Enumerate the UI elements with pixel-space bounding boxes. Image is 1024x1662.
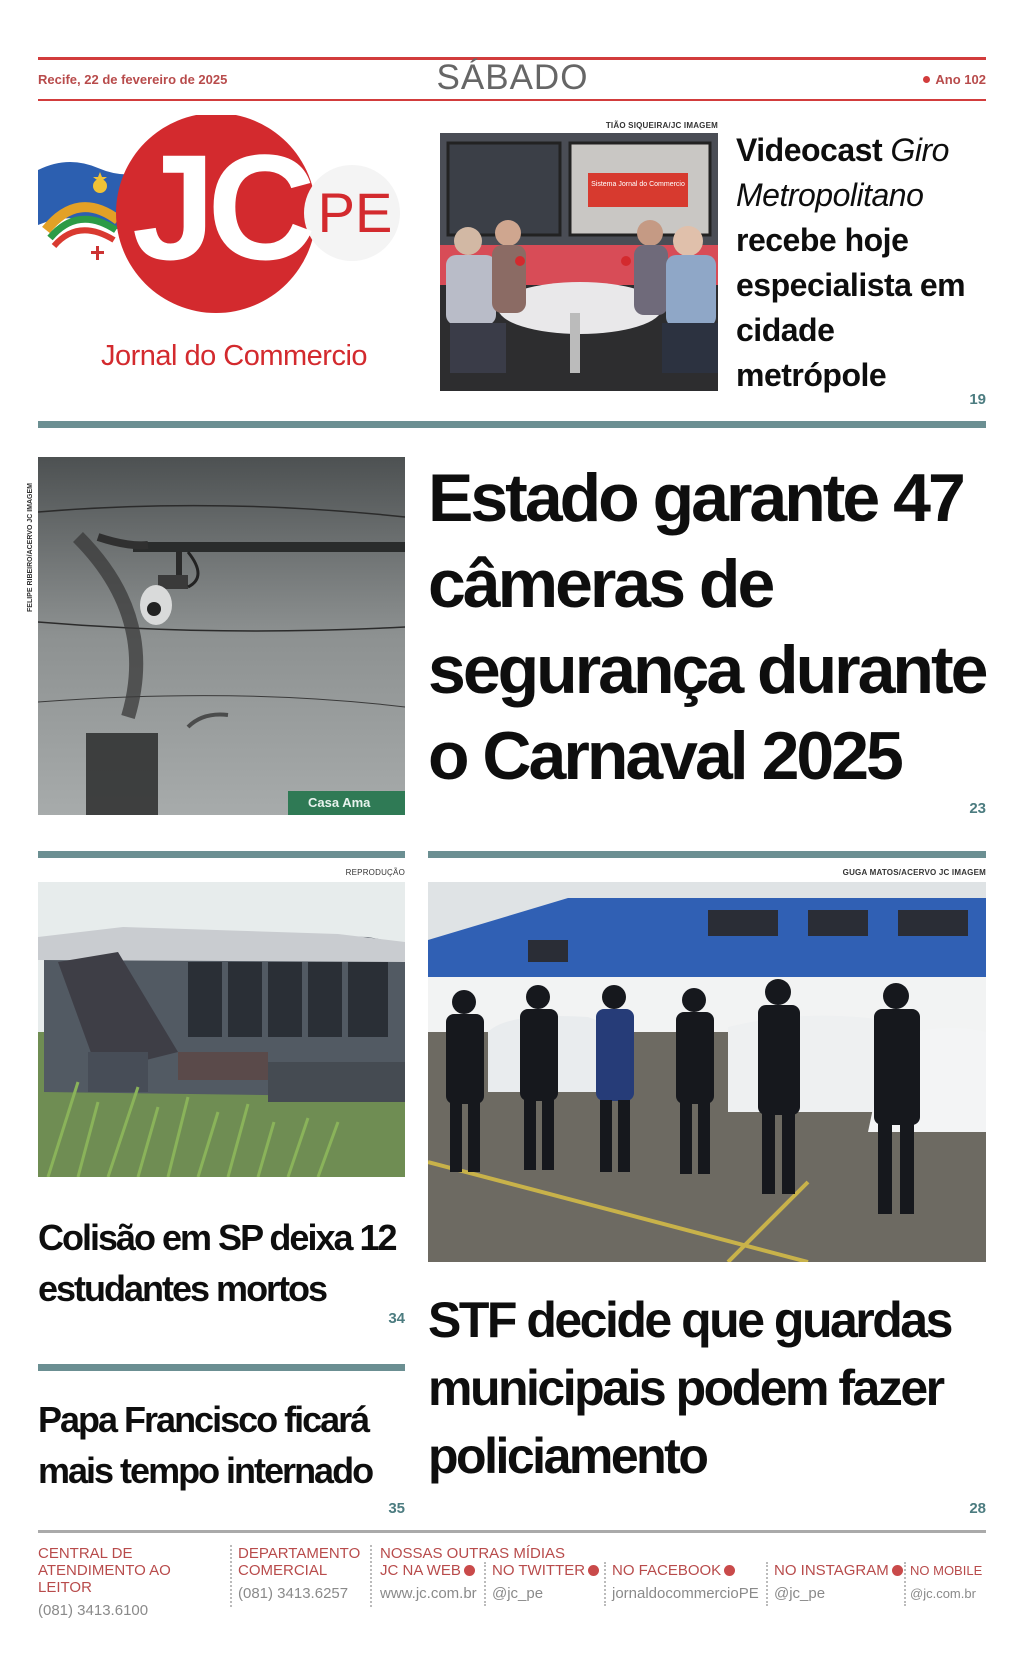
masthead-logo[interactable] (38, 115, 418, 385)
footer-rule (38, 1530, 986, 1533)
footer-divider (230, 1545, 232, 1607)
section-rule (38, 421, 986, 428)
reader-service: CENTRAL DE ATENDIMENTO AO LEITOR (081) 3413.6100 (38, 1545, 228, 1619)
commercial-phone[interactable]: (081) 3413.6257 (238, 1585, 349, 1602)
web-link[interactable]: JC NA WEB www.jc.com.br (380, 1562, 477, 1602)
street-sign: Casa Ama (308, 795, 371, 810)
security-camera-image (38, 457, 405, 815)
teaser-headline[interactable]: Videocast Giro Metropolitano recebe hoje especialista em cidade metrópole (736, 132, 966, 393)
guards-headline[interactable]: STF decide que guardas municipais podem fazer policiamento (428, 1292, 951, 1484)
other-media-label: NOSSAS OUTRAS MÍDIAS (380, 1545, 566, 1562)
lead-headline[interactable]: Estado garante 47 câmeras de segurança durante o Carnaval 2025 (428, 460, 986, 794)
bus-photo[interactable] (38, 882, 405, 1177)
studio-sign: Sistema Jornal do Commercio (591, 181, 685, 188)
logo-name: Jornal do Commercio (100, 340, 368, 372)
edition-date: Recife, 22 de fevereiro de 2025 (38, 72, 228, 87)
bullet-icon (923, 76, 930, 83)
guards-photo[interactable] (428, 882, 986, 1262)
bus-headline[interactable]: Colisão em SP deixa 12 estudantes mortos (38, 1217, 396, 1309)
pope-headline[interactable]: Papa Francisco ficará mais tempo internado (38, 1399, 373, 1491)
facebook-link[interactable]: NO FACEBOOK jornaldocommercioPE (612, 1562, 759, 1602)
page-number: 34 (388, 1310, 405, 1327)
photo-credit: TIÃO SIQUEIRA/JC IMAGEM (605, 121, 718, 130)
footer-divider (370, 1545, 372, 1607)
commercial-dept: DEPARTAMENTO COMERCIAL (081) 3413.6257 (238, 1545, 368, 1602)
logo-region: PE (317, 181, 393, 244)
footer-divider (484, 1562, 486, 1606)
instagram-icon (892, 1565, 903, 1576)
page-number: 35 (388, 1500, 405, 1517)
municipal-guards-image (428, 882, 986, 1262)
mobile-link[interactable]: NO MOBILE @jc.com.br (910, 1563, 983, 1601)
footer-divider (904, 1562, 906, 1606)
photo-credit: FELIPE RIBEIRO/ACERVO JC IMAGEM (27, 483, 34, 612)
twitter-icon (588, 1565, 599, 1576)
logo-letters: JC (132, 123, 308, 291)
section-rule (38, 851, 405, 858)
footer-divider (604, 1562, 606, 1606)
web-icon (464, 1565, 475, 1576)
footer-divider (766, 1562, 768, 1606)
videocast-photo[interactable] (440, 133, 718, 391)
instagram-link[interactable]: NO INSTAGRAM @jc_pe (774, 1562, 904, 1602)
photo-credit: REPRODUÇÃO (345, 868, 405, 877)
header-bottom-rule (38, 99, 986, 101)
page-number: 19 (969, 391, 986, 408)
page-number: 28 (969, 1500, 986, 1517)
page-number: 23 (969, 800, 986, 817)
bus-crash-image (38, 882, 405, 1177)
section-rule (428, 851, 986, 858)
camera-photo[interactable] (38, 457, 405, 815)
edition-day: SÁBADO (436, 58, 589, 97)
studio-image (440, 133, 718, 391)
edition-year: Ano 102 (923, 72, 986, 87)
facebook-icon (724, 1565, 735, 1576)
photo-credit: GUGA MATOS/ACERVO JC IMAGEM (842, 868, 986, 877)
section-rule (38, 1364, 405, 1371)
twitter-link[interactable]: NO TWITTER @jc_pe (492, 1562, 602, 1602)
reader-phone[interactable]: (081) 3413.6100 (38, 1602, 149, 1619)
